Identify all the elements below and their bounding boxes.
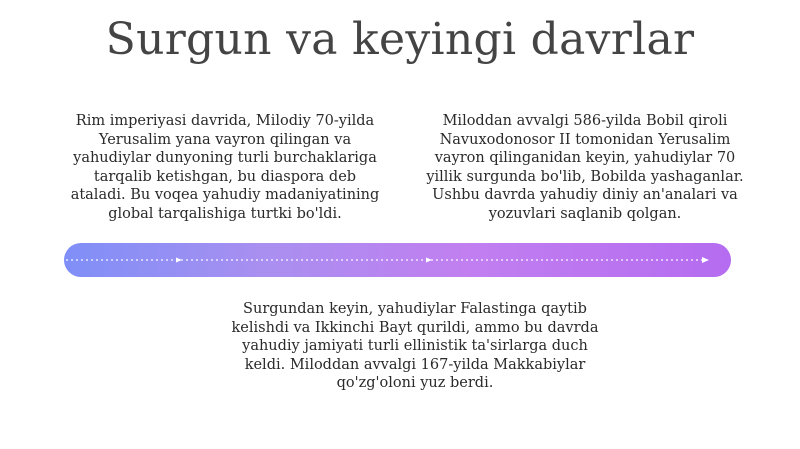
event-babylonian-exile: Miloddan avvalgi 586-yilda Bobil qiroli Navuxodonosor II tomonidan Yerusalim vayron qilinganidan keyin, yahudiylar 70 yillik surgunda bo'lib, Bobilda yashaganlar. Ushbu davrda yahudiy diniy an'analari va yozuvlari saqlanib qolgan.	[426, 113, 744, 222]
event-second-temple: Surgundan keyin, yahudiylar Falastinga qaytib kelishdi va Ikkinchi Bayt qurildi, ammo bu davrda yahudiy jamiyati turli ellinistik ta'sirlarga duch keldi. Miloddan avvalgi 167-yilda Makkabiylar qo'zg'oloni yuz berdi.	[231, 301, 599, 391]
page-title: Surgun va keyingi davrlar	[105, 14, 695, 65]
arrow-right-icon	[176, 258, 182, 263]
timeline-arrows	[64, 243, 731, 277]
arrow-right-icon	[426, 258, 432, 263]
event-roman-diaspora: Rim imperiyasi davrida, Milodiy 70-yilda Yerusalim yana vayron qilingan va yahudiylar dunyoning turli burchaklariga tarqalib ketishgan, bu diaspora deb ataladi. Bu voqea yahudiy madaniyatining global tarqalishiga turtki bo'ldi.	[70, 113, 380, 222]
timeline-bar	[64, 243, 731, 277]
arrow-right-icon	[702, 257, 709, 263]
